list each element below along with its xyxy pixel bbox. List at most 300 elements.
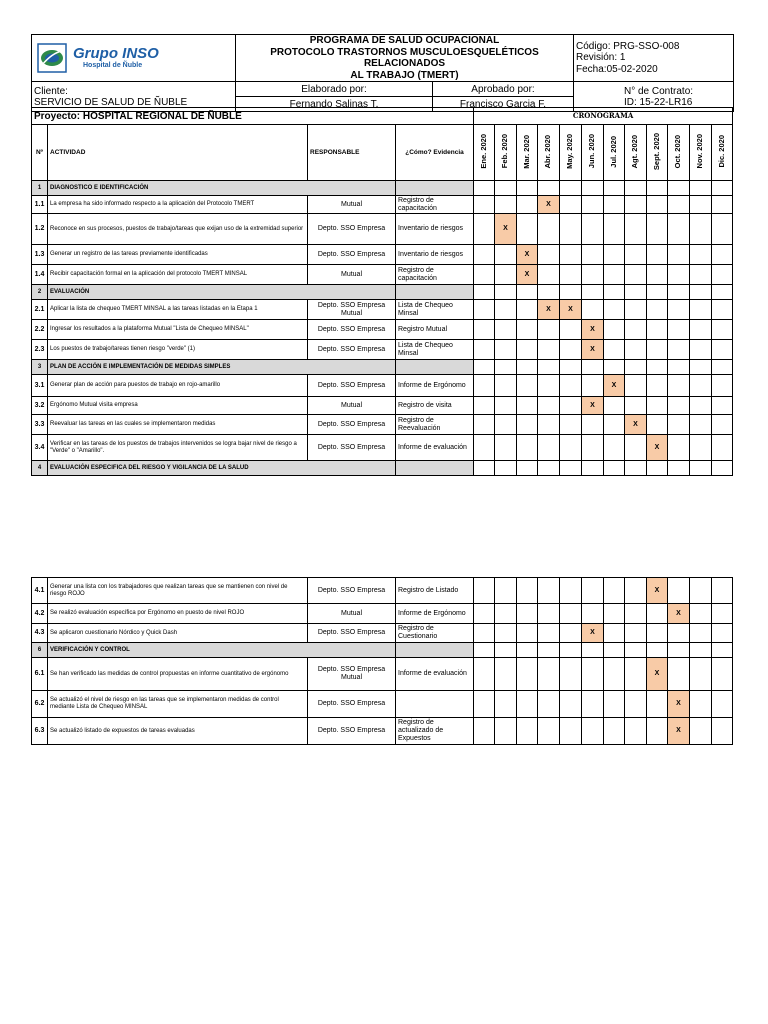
- month-cell: [690, 196, 712, 214]
- table-row: [32, 340, 733, 360]
- month-cell: [517, 340, 538, 360]
- month-cell: [712, 461, 733, 476]
- month-cell: [538, 265, 560, 285]
- month-cell: [690, 578, 712, 604]
- month-cell: [712, 196, 733, 214]
- month-cell: [604, 360, 625, 375]
- month-cell: [625, 300, 647, 320]
- month-label: May. 2020: [565, 133, 575, 169]
- month-cell: [517, 643, 538, 658]
- schedule-mark: X: [668, 691, 690, 718]
- month-cell: [474, 435, 495, 461]
- table-row: [32, 375, 733, 397]
- month-cell: [495, 320, 517, 340]
- month-cell: [668, 265, 690, 285]
- table-row: [32, 415, 733, 435]
- month-cell: [690, 415, 712, 435]
- month-cell: [582, 658, 604, 691]
- month-cell: [604, 214, 625, 245]
- month-cell: [604, 624, 625, 643]
- month-cell: [625, 320, 647, 340]
- month-cell: [668, 624, 690, 643]
- month-cell: [647, 604, 668, 624]
- month-cell: [560, 397, 582, 415]
- month-header: [517, 125, 538, 181]
- activity-evidence: Lista de Chequeo Minsal: [396, 300, 474, 320]
- month-cell: [668, 643, 690, 658]
- month-label: Abr. 2020: [543, 134, 553, 169]
- column-header-responsible: RESPONSABLE: [308, 125, 396, 181]
- month-cell: [560, 245, 582, 265]
- activity-evidence: Inventario de riesgos: [396, 245, 474, 265]
- activity-description: Aplicar la lista de chequeo TMERT MINSAL a las tareas listadas en la Etapa 1: [48, 300, 308, 320]
- month-cell: [647, 285, 668, 300]
- month-cell: [604, 265, 625, 285]
- activity-number: 4.3: [32, 624, 48, 643]
- activity-responsible: Mutual: [308, 604, 396, 624]
- activity-description: Generar una lista con los trabajadores que realizan tareas que se mantienen con nivel de riesgo ROJO: [48, 578, 308, 604]
- month-cell: [560, 461, 582, 476]
- month-cell: [625, 265, 647, 285]
- month-cell: [690, 435, 712, 461]
- month-cell: [647, 360, 668, 375]
- month-cell: [690, 340, 712, 360]
- month-cell: [647, 397, 668, 415]
- month-cell: [604, 658, 625, 691]
- month-cell: [538, 360, 560, 375]
- month-cell: [625, 340, 647, 360]
- month-cell: [582, 643, 604, 658]
- month-cell: [625, 604, 647, 624]
- month-cell: [604, 578, 625, 604]
- month-cell: [474, 415, 495, 435]
- contract-label: N° de Contrato:: [624, 85, 694, 97]
- activity-responsible: Depto. SSO Empresa: [308, 435, 396, 461]
- activity-description: Se aplicaron cuestionario Nórdico y Quick Dash: [48, 624, 308, 643]
- activity-responsible: Depto. SSO Empresa: [308, 578, 396, 604]
- month-cell: [517, 624, 538, 643]
- month-cell: [668, 435, 690, 461]
- month-cell: [604, 691, 625, 718]
- month-cell: [560, 285, 582, 300]
- month-header: [538, 125, 560, 181]
- month-cell: [560, 718, 582, 745]
- month-label: Agt. 2020: [630, 134, 640, 169]
- month-header: [647, 125, 668, 181]
- activity-number: 4.1: [32, 578, 48, 604]
- month-cell: [517, 285, 538, 300]
- section-row: [32, 285, 733, 300]
- activity-responsible: Depto. SSO Empresa: [308, 691, 396, 718]
- schedule-mark: X: [647, 658, 668, 691]
- month-cell: [538, 461, 560, 476]
- activity-description: Reevaluar las tareas en las cuales se implementaron medidas: [48, 415, 308, 435]
- month-cell: [495, 643, 517, 658]
- activity-evidence: Informe de Ergónomo: [396, 604, 474, 624]
- month-cell: [712, 658, 733, 691]
- month-cell: [517, 658, 538, 691]
- month-cell: [647, 181, 668, 196]
- activity-evidence: Informe de evaluación: [396, 658, 474, 691]
- month-cell: [668, 285, 690, 300]
- month-cell: [625, 181, 647, 196]
- activity-evidence: Lista de Chequeo Minsal: [396, 340, 474, 360]
- month-cell: [647, 718, 668, 745]
- month-cell: [538, 245, 560, 265]
- month-cell: [538, 340, 560, 360]
- approved-by-value: Francisco Garcia F.: [433, 97, 574, 112]
- month-cell: [625, 643, 647, 658]
- month-cell: [647, 265, 668, 285]
- activity-schedule-table-continued: [31, 577, 733, 745]
- activity-schedule-table: [31, 107, 733, 476]
- column-header-number: Nº: [32, 125, 48, 181]
- month-cell: [582, 245, 604, 265]
- month-cell: [517, 691, 538, 718]
- activity-number: 2.3: [32, 340, 48, 360]
- month-cell: [668, 397, 690, 415]
- activity-responsible: Depto. SSO Empresa: [308, 214, 396, 245]
- activity-number: 6.3: [32, 718, 48, 745]
- month-cell: [690, 624, 712, 643]
- month-header: [604, 125, 625, 181]
- contract-value: ID: 15-22-LR16: [624, 96, 693, 108]
- month-header: [474, 125, 495, 181]
- project-title: Proyecto: HOSPITAL REGIONAL DE ÑUBLE: [32, 108, 474, 125]
- month-cell: [625, 435, 647, 461]
- month-cell: [712, 718, 733, 745]
- section-row: [32, 181, 733, 196]
- activity-responsible: Depto. SSO Empresa: [308, 375, 396, 397]
- month-cell: [668, 245, 690, 265]
- activity-description: Se actualizó el nivel de riesgo en las tareas que se implementaron medidas de control mediante Lista de Chequeo MINSAL: [48, 691, 308, 718]
- month-cell: [690, 181, 712, 196]
- logo-name: Grupo INSO: [73, 44, 159, 62]
- month-cell: [560, 658, 582, 691]
- month-cell: [474, 643, 495, 658]
- table-row: [32, 624, 733, 643]
- title-line-2: PROTOCOLO TRASTORNOS MUSCULOESQUELÉTICOS RELACIONADOS: [270, 46, 539, 69]
- activity-description: Los puestos de trabajo/tareas tienen riesgo "verde" (1): [48, 340, 308, 360]
- activity-evidence: Registro de Cuestionario: [396, 624, 474, 643]
- month-cell: [538, 578, 560, 604]
- activity-evidence: Registro de actualizado de Expuestos: [396, 718, 474, 745]
- month-cell: [560, 360, 582, 375]
- month-cell: [517, 196, 538, 214]
- section-evidence-empty: [396, 181, 474, 196]
- month-cell: [647, 461, 668, 476]
- table-row: [32, 245, 733, 265]
- month-cell: [690, 461, 712, 476]
- month-header: [625, 125, 647, 181]
- activity-evidence: Inventario de riesgos: [396, 214, 474, 245]
- section-title: EVALUACIÓN: [48, 285, 396, 300]
- month-cell: [538, 320, 560, 340]
- month-cell: [647, 214, 668, 245]
- schedule-mark: X: [582, 340, 604, 360]
- month-cell: [582, 415, 604, 435]
- month-label: Ene. 2020: [478, 134, 488, 169]
- month-label: Oct. 2020: [673, 134, 683, 169]
- month-cell: [474, 397, 495, 415]
- section-number: 6: [32, 643, 48, 658]
- month-cell: [495, 578, 517, 604]
- month-cell: [712, 300, 733, 320]
- month-cell: [690, 658, 712, 691]
- month-cell: [690, 300, 712, 320]
- month-cell: [625, 624, 647, 643]
- activity-description: La empresa ha sido informado respecto a la aplicación del Protocolo TMERT: [48, 196, 308, 214]
- activity-evidence: Registro de capacitación: [396, 196, 474, 214]
- activity-description: Ingresar los resultados a la plataforma Mutual "Lista de Chequeo MINSAL": [48, 320, 308, 340]
- month-cell: [625, 397, 647, 415]
- document-revision: Revisión: 1: [576, 52, 626, 64]
- month-cell: [712, 624, 733, 643]
- month-cell: [712, 285, 733, 300]
- month-cell: [538, 624, 560, 643]
- activity-description: Ergónomo Mutual visita empresa: [48, 397, 308, 415]
- month-cell: [560, 643, 582, 658]
- month-cell: [517, 604, 538, 624]
- month-label: Mar. 2020: [521, 134, 531, 169]
- activity-evidence: Registro de Listado: [396, 578, 474, 604]
- month-cell: [625, 375, 647, 397]
- activity-number: 4.2: [32, 604, 48, 624]
- month-cell: [517, 435, 538, 461]
- month-cell: [668, 340, 690, 360]
- month-cell: [712, 375, 733, 397]
- column-header-activity: ACTIVIDAD: [48, 125, 308, 181]
- month-header: [690, 125, 712, 181]
- month-cell: [495, 340, 517, 360]
- month-cell: [474, 320, 495, 340]
- month-cell: [474, 578, 495, 604]
- document-header: [31, 34, 734, 112]
- schedule-mark: X: [538, 196, 560, 214]
- month-cell: [474, 718, 495, 745]
- activity-number: 1.3: [32, 245, 48, 265]
- client-value: SERVICIO DE SALUD DE ÑUBLE: [34, 96, 188, 108]
- schedule-mark: X: [582, 320, 604, 340]
- activity-evidence: [396, 691, 474, 718]
- month-cell: [474, 624, 495, 643]
- activity-number: 1.2: [32, 214, 48, 245]
- month-cell: [625, 360, 647, 375]
- month-cell: [668, 578, 690, 604]
- month-cell: [495, 415, 517, 435]
- month-cell: [647, 320, 668, 340]
- month-cell: [517, 214, 538, 245]
- table-row: [32, 578, 733, 604]
- month-cell: [604, 340, 625, 360]
- activity-number: 1.1: [32, 196, 48, 214]
- activity-number: 3.3: [32, 415, 48, 435]
- title-line-3: AL TRABAJO (TMERT): [350, 69, 459, 81]
- month-cell: [582, 196, 604, 214]
- month-cell: [538, 181, 560, 196]
- document-code-block: [574, 35, 734, 82]
- section-row: [32, 461, 733, 476]
- month-cell: [560, 415, 582, 435]
- activity-responsible: Depto. SSO Empresa Mutual: [308, 300, 396, 320]
- schedule-mark: X: [668, 604, 690, 624]
- month-cell: [538, 718, 560, 745]
- month-cell: [582, 375, 604, 397]
- month-cell: [647, 643, 668, 658]
- month-cell: [690, 245, 712, 265]
- month-cell: [712, 245, 733, 265]
- section-evidence-empty: [396, 643, 474, 658]
- activity-responsible: Depto. SSO Empresa: [308, 718, 396, 745]
- activity-responsible: Mutual: [308, 265, 396, 285]
- document-date: Fecha:05-02-2020: [576, 63, 658, 75]
- month-cell: [625, 658, 647, 691]
- month-label: Jun. 2020: [587, 134, 597, 169]
- month-cell: [517, 181, 538, 196]
- month-cell: [668, 181, 690, 196]
- month-cell: [625, 245, 647, 265]
- month-cell: [538, 604, 560, 624]
- month-cell: [474, 181, 495, 196]
- activity-description: Se han verificado las medidas de control propuestas en informe cuantitativo de ergónomo: [48, 658, 308, 691]
- month-cell: [668, 658, 690, 691]
- month-cell: [560, 214, 582, 245]
- month-cell: [604, 435, 625, 461]
- month-cell: [625, 718, 647, 745]
- month-cell: [604, 718, 625, 745]
- month-cell: [604, 415, 625, 435]
- month-cell: [474, 196, 495, 214]
- month-cell: [668, 196, 690, 214]
- month-cell: [517, 461, 538, 476]
- column-header-evidence: ¿Cómo? Evidencia: [396, 125, 474, 181]
- month-cell: [647, 300, 668, 320]
- month-cell: [625, 461, 647, 476]
- logo-subtitle: Hospital de Ñuble: [83, 62, 143, 70]
- month-cell: [560, 340, 582, 360]
- schedule-mark: X: [604, 375, 625, 397]
- activity-responsible: Depto. SSO Empresa: [308, 245, 396, 265]
- month-cell: [604, 300, 625, 320]
- month-cell: [495, 435, 517, 461]
- table-row: [32, 604, 733, 624]
- month-cell: [582, 604, 604, 624]
- month-cell: [582, 718, 604, 745]
- grupo-inso-logo-icon: [37, 43, 67, 73]
- section-row: [32, 360, 733, 375]
- month-cell: [625, 285, 647, 300]
- month-cell: [647, 415, 668, 435]
- activity-number: 3.2: [32, 397, 48, 415]
- activity-number: 6.2: [32, 691, 48, 718]
- schedule-mark: X: [668, 718, 690, 745]
- month-header: [560, 125, 582, 181]
- month-cell: [495, 196, 517, 214]
- month-cell: [690, 604, 712, 624]
- month-cell: [625, 196, 647, 214]
- section-number: 4: [32, 461, 48, 476]
- month-cell: [538, 397, 560, 415]
- month-cell: [604, 245, 625, 265]
- month-cell: [560, 624, 582, 643]
- month-cell: [474, 461, 495, 476]
- section-number: 2: [32, 285, 48, 300]
- month-cell: [647, 245, 668, 265]
- activity-responsible: Depto. SSO Empresa Mutual: [308, 658, 396, 691]
- month-cell: [604, 643, 625, 658]
- month-cell: [690, 214, 712, 245]
- month-cell: [582, 285, 604, 300]
- month-cell: [560, 320, 582, 340]
- schedule-mark: X: [517, 245, 538, 265]
- activity-evidence: Registro de visita: [396, 397, 474, 415]
- schedule-title: CRONOGRAMA: [474, 108, 733, 125]
- activity-evidence: Registro Mutual: [396, 320, 474, 340]
- month-cell: [495, 285, 517, 300]
- month-cell: [517, 718, 538, 745]
- table-row: [32, 658, 733, 691]
- month-label: Feb. 2020: [500, 134, 510, 169]
- month-cell: [690, 643, 712, 658]
- activity-number: 2.1: [32, 300, 48, 320]
- month-cell: [474, 265, 495, 285]
- activity-responsible: Depto. SSO Empresa: [308, 320, 396, 340]
- month-cell: [538, 643, 560, 658]
- month-header: [712, 125, 733, 181]
- month-cell: [495, 360, 517, 375]
- month-cell: [517, 415, 538, 435]
- prepared-by-value: Fernando Salinas T.: [236, 97, 433, 112]
- month-cell: [647, 375, 668, 397]
- month-cell: [474, 604, 495, 624]
- month-cell: [474, 245, 495, 265]
- activity-evidence: Informe de evaluación: [396, 435, 474, 461]
- month-cell: [560, 265, 582, 285]
- month-header: [668, 125, 690, 181]
- activity-number: 1.4: [32, 265, 48, 285]
- month-cell: [690, 320, 712, 340]
- month-cell: [538, 285, 560, 300]
- month-cell: [604, 461, 625, 476]
- month-cell: [647, 624, 668, 643]
- schedule-mark: X: [625, 415, 647, 435]
- month-cell: [495, 624, 517, 643]
- month-cell: [474, 691, 495, 718]
- month-cell: [517, 375, 538, 397]
- month-cell: [474, 658, 495, 691]
- month-cell: [517, 360, 538, 375]
- month-cell: [712, 214, 733, 245]
- activity-responsible: Mutual: [308, 397, 396, 415]
- month-cell: [582, 181, 604, 196]
- section-evidence-empty: [396, 285, 474, 300]
- activity-responsible: Depto. SSO Empresa: [308, 624, 396, 643]
- month-cell: [582, 578, 604, 604]
- schedule-mark: X: [647, 435, 668, 461]
- month-cell: [668, 461, 690, 476]
- month-cell: [712, 265, 733, 285]
- month-cell: [625, 691, 647, 718]
- activity-description: Reconoce en sus procesos, puestos de trabajo/tareas que exijan uso de la extremidad superior: [48, 214, 308, 245]
- activity-description: Se realizó evaluación específica por Ergónomo en puesto de nivel ROJO: [48, 604, 308, 624]
- month-cell: [495, 658, 517, 691]
- month-cell: [712, 181, 733, 196]
- month-cell: [474, 285, 495, 300]
- month-cell: [712, 320, 733, 340]
- title-line-1: PROGRAMA DE SALUD OCUPACIONAL: [309, 35, 500, 46]
- activity-responsible: Depto. SSO Empresa: [308, 415, 396, 435]
- month-cell: [560, 578, 582, 604]
